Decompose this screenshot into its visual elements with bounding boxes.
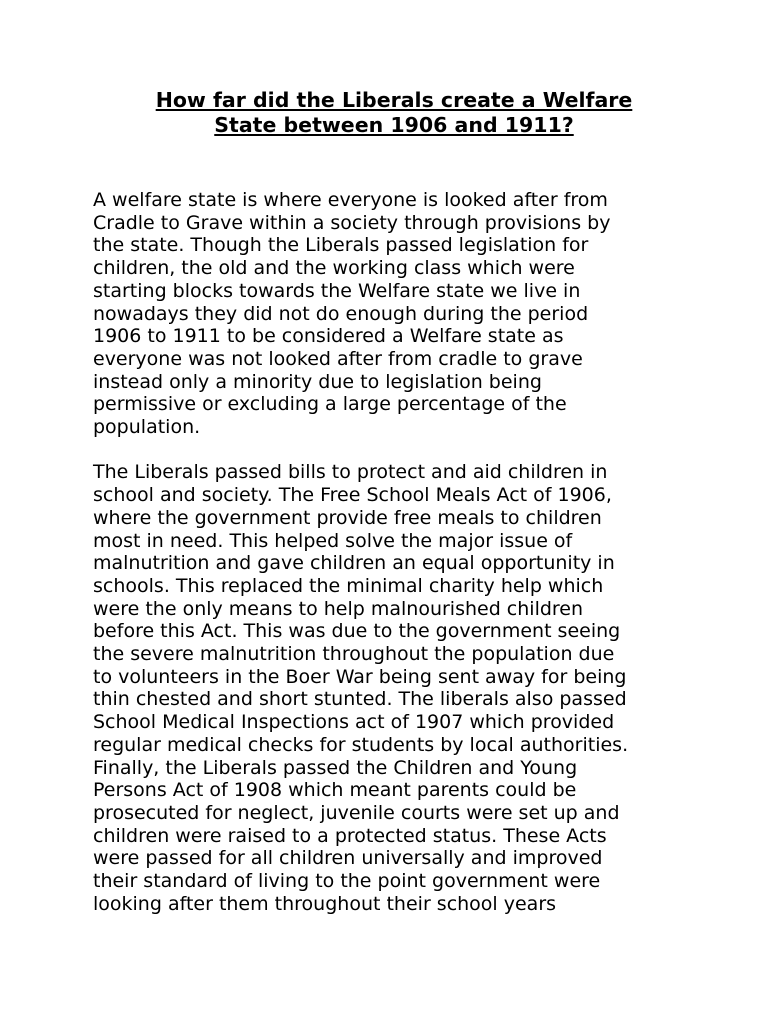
text-line: their standard of living to the point government were [93,870,601,893]
text-line: schools. This replaced the minimal charity help which [93,574,604,597]
text-line: the severe malnutrition throughout the population due [93,643,615,666]
text-line: children were raised to a protected status. These Acts [93,824,607,847]
text-line: nowadays they did not do enough during the period [93,302,589,325]
text-line: the state. Though the Liberals passed legislation for [93,234,589,257]
text-line: looking after them throughout their school years [93,892,557,915]
text-line: Persons Act of 1908 which meant parents could be [93,779,577,802]
text-line: permissive or excluding a large percentage of the [93,393,567,416]
paragraph-intro [93,189,733,439]
paragraph-children [93,461,733,915]
text-line: A welfare state is where everyone is looked after from [93,189,608,211]
text-line: school and society. The Free School Meals Act of 1906, [93,484,612,507]
text-line: 1906 to 1911 to be considered a Welfare state as [93,325,564,348]
text-line: thin chested and short stunted. The liberals also passed [93,688,627,711]
text-line: School Medical Inspections act of 1907 which provided [93,711,615,734]
text-line: Finally, the Liberals passed the Children and Young [93,756,578,779]
text-line: population. [93,416,201,439]
text-line: Cradle to Grave within a society through provisions by [93,211,611,234]
text-line: everyone was not looked after from cradle to grave [93,347,583,370]
text-line: where the government provide free meals to children [93,506,602,529]
text-line: before this Act. This was due to the government seeing [93,620,621,643]
text-line: were passed for all children universally and improved [93,847,603,870]
text-line: starting blocks towards the Welfare state we live in [93,279,581,302]
text-line: were the only means to help malnourished children [93,597,584,620]
title-line: How far did the Liberals create a Welfare [155,88,633,112]
text-line: regular medical checks for students by local authorities. [93,733,629,756]
text-line: The Liberals passed bills to protect and aid children in [93,461,608,484]
document-title [60,88,728,137]
text-line: instead only a minority due to legislation being [93,370,542,393]
text-line: prosecuted for neglect, juvenile courts were set up and [93,801,620,824]
title-line: State between 1906 and 1911? [214,112,574,137]
text-line: most in need. This helped solve the major issue of [93,529,573,552]
text-line: to volunteers in the Boer War being sent away for being [93,665,627,688]
text-line: children, the old and the working class which were [93,257,575,280]
document-body [93,189,733,915]
text-line: malnutrition and gave children an equal opportunity in [93,552,615,575]
